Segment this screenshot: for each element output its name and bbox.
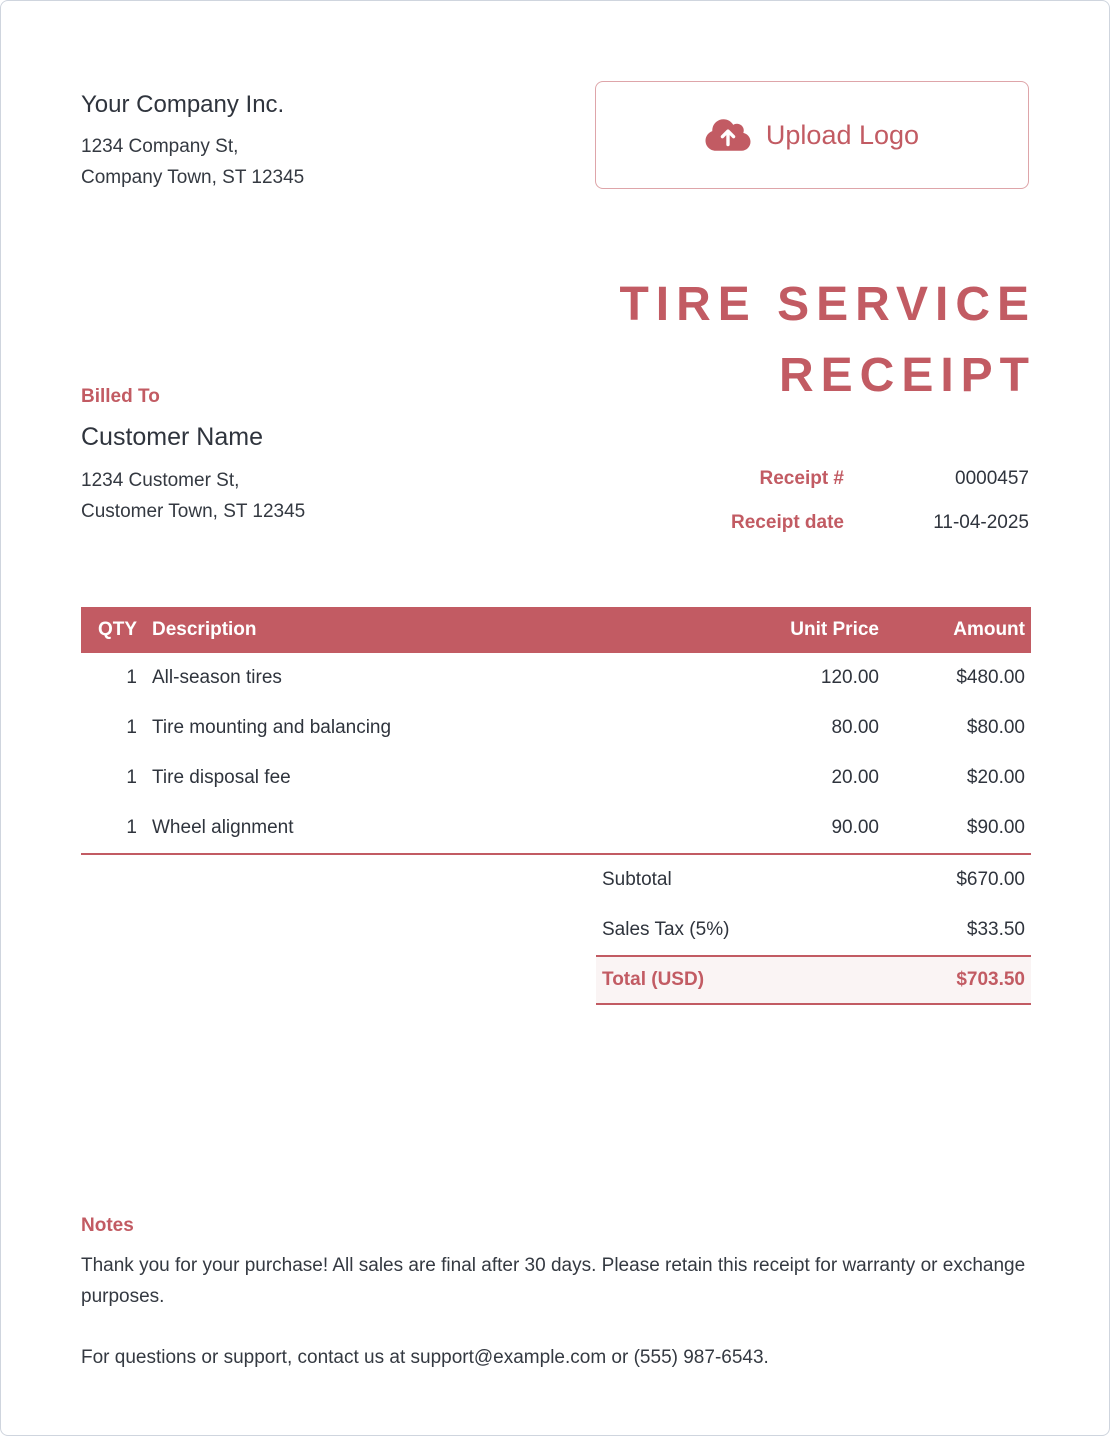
table-row [81, 653, 1031, 703]
customer-name: Customer Name [81, 423, 263, 451]
upload-logo-button[interactable] [595, 81, 1029, 189]
header-unit-price: Unit Price [790, 619, 879, 640]
receipt-date-row [499, 501, 1029, 545]
customer-address-line2: Customer Town, ST 12345 [81, 501, 306, 522]
notes-heading: Notes [81, 1215, 134, 1236]
receipt-date-label: Receipt date [731, 512, 844, 533]
page-title-line1: TIRE SERVICE [619, 278, 1036, 331]
cell-amount: $80.00 [966, 717, 1025, 738]
receipt-date-value: 11-04-2025 [933, 512, 1029, 533]
cell-description: Tire mounting and balancing [152, 717, 392, 738]
cell-amount: $20.00 [966, 767, 1025, 788]
cell-amount: $480.00 [956, 667, 1025, 688]
cell-description: Tire disposal fee [152, 767, 291, 788]
cloud-upload-icon [705, 117, 751, 153]
header-description: Description [152, 619, 257, 640]
receipt-number-row [499, 457, 1029, 501]
table-row [81, 803, 1031, 853]
sales-tax-value: $33.50 [966, 919, 1025, 940]
header-amount: Amount [953, 619, 1025, 640]
subtotal-row [596, 855, 1031, 905]
page-header [81, 81, 1029, 193]
cell-qty: 1 [126, 667, 137, 688]
table-row [81, 703, 1031, 753]
page-title [499, 269, 1036, 411]
customer-address [81, 465, 499, 527]
subtotal-label: Subtotal [602, 869, 672, 890]
sales-tax-row [596, 905, 1031, 955]
billed-to-block [81, 269, 499, 607]
cell-unit-price: 80.00 [831, 717, 879, 738]
billed-to-heading: Billed To [81, 386, 160, 407]
receipt-number-value: 0000457 [955, 468, 1029, 489]
subtotal-value: $670.00 [956, 869, 1025, 890]
title-meta-block [499, 269, 1036, 607]
receipt-meta [499, 457, 1029, 545]
receipt-number-label: Receipt # [759, 468, 844, 489]
page-title-line2: RECEIPT [778, 349, 1036, 402]
cell-qty: 1 [126, 767, 137, 788]
company-name: Your Company Inc. [81, 91, 285, 118]
cell-description: All-season tires [152, 667, 282, 688]
notes-body: Thank you for your purchase! All sales are final after 30 days. Please retain this receipt for warranty or exchange purposes. [81, 1255, 1026, 1307]
cell-description: Wheel alignment [152, 817, 294, 838]
table-row [81, 753, 1031, 803]
cell-amount: $90.00 [966, 817, 1025, 838]
grand-total-value: $703.50 [956, 969, 1025, 990]
header-qty: QTY [97, 619, 137, 640]
cell-qty: 1 [126, 817, 137, 838]
info-band [81, 269, 1036, 607]
line-items-table [81, 607, 1031, 1005]
cell-unit-price: 20.00 [831, 767, 879, 788]
table-body [81, 653, 1031, 855]
company-address [81, 131, 304, 193]
table-header-row [81, 607, 1031, 653]
grand-total-row [596, 955, 1031, 1005]
company-address-line1: 1234 Company St, [81, 136, 239, 157]
company-address-line2: Company Town, ST 12345 [81, 167, 305, 188]
sales-tax-label: Sales Tax (5%) [602, 919, 730, 940]
totals-block [596, 855, 1031, 1005]
company-block [81, 91, 304, 193]
grand-total-label: Total (USD) [602, 969, 705, 990]
cell-unit-price: 90.00 [831, 817, 879, 838]
notes-section [81, 1215, 1031, 1373]
cell-unit-price: 120.00 [820, 667, 879, 688]
upload-logo-label: Upload Logo [765, 119, 920, 150]
notes-support-line: For questions or support, contact us at support@example.com or (555) 987-6543. [81, 1347, 769, 1368]
cell-qty: 1 [126, 717, 137, 738]
customer-address-line1: 1234 Customer St, [81, 470, 240, 491]
